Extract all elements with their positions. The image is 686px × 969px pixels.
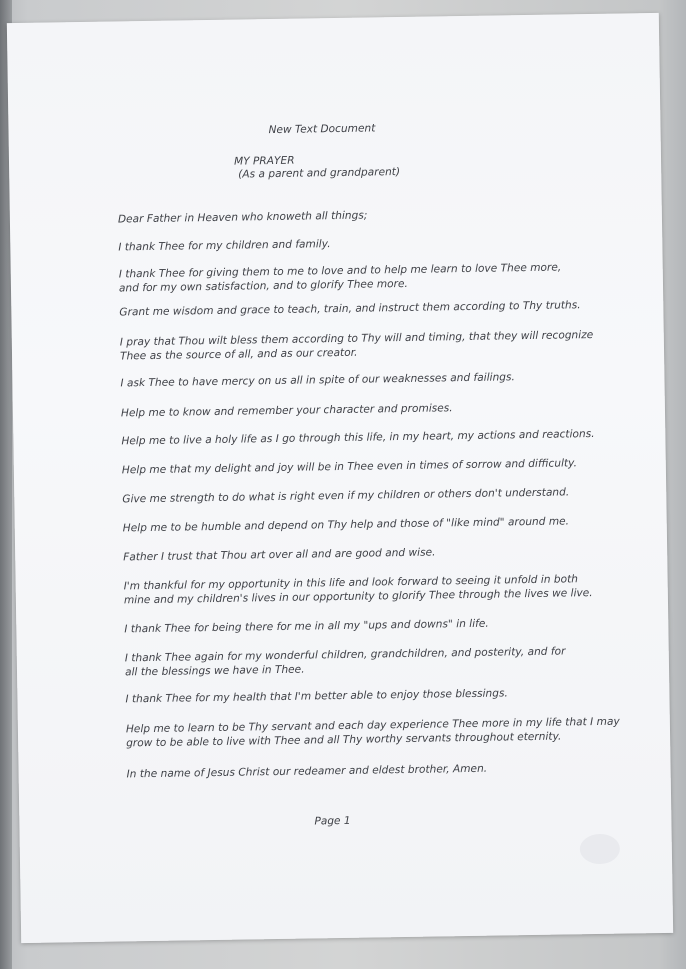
paper-smudge	[580, 834, 620, 865]
prayer-paragraph	[118, 237, 330, 254]
paragraph-line: Help me to learn to be Thy servant and each day experience Thee more in my life that I may	[125, 715, 620, 736]
paragraph-line: I thank Thee for being there for me in all my "ups and downs" in life.	[124, 617, 489, 636]
paragraph-line: Thee as the source of all, and as our creator.	[119, 346, 358, 363]
paragraph-line: I pray that Thou wilt bless them according to Thy will and timing, that they will recognize	[119, 329, 594, 349]
prayer-paragraph	[125, 644, 566, 679]
prayer-paragraph	[122, 456, 577, 477]
paragraph-line: I'm thankful for my opportunity in this life and look forward to seeing it unfold in both	[123, 573, 579, 593]
paragraph-line: Help me that my delight and joy will be in Thee even in times of sorrow and difficulty.	[121, 457, 578, 477]
prayer-paragraph	[120, 328, 594, 363]
paragraph-line: I thank Thee for my health that I'm better able to enjoy those blessings.	[125, 687, 508, 706]
page-number: Page 1	[314, 814, 351, 828]
paragraph-line: I ask Thee to have mercy on us all in spite of our weaknesses and failings.	[120, 371, 515, 390]
prayer-subheading: (As a parent and grandparent)	[238, 166, 401, 181]
paragraph-line: I thank Thee for giving them to me to love and to help me learn to love Thee more,	[118, 261, 562, 281]
prayer-paragraph	[120, 370, 515, 390]
prayer-paragraph	[124, 617, 489, 637]
prayer-paragraph	[122, 485, 569, 506]
document-file-title: New Text Document	[268, 122, 376, 137]
paragraph-line: all the blessings we have in Thee.	[124, 663, 305, 679]
paragraph-line: In the name of Jesus Christ our redeamer and eldest brother, Amen.	[126, 762, 488, 781]
paragraph-line: mine and my children's lives in our opportunity to glorify Thee through the lives we live.	[123, 587, 593, 607]
prayer-heading: MY PRAYER	[233, 154, 295, 168]
paragraph-line: Give me strength to do what is right even if my children or others don't understand.	[122, 486, 570, 506]
prayer-paragraph	[121, 427, 594, 448]
printed-page	[7, 13, 673, 943]
prayer-paragraph	[127, 762, 488, 782]
paragraph-line: Grant me wisdom and grace to teach, train, and instruct them according to Thy truths.	[119, 299, 581, 319]
prayer-paragraph	[123, 546, 435, 565]
prayer-paragraph	[119, 298, 580, 319]
paragraph-line: Help me to be humble and depend on Thy help and those of "like mind" around me.	[122, 515, 570, 535]
prayer-paragraph	[126, 715, 620, 751]
prayer-paragraph	[119, 260, 562, 295]
paragraph-line: grow to be able to live with Thee and all Thy worthy servants throughout eternity.	[126, 730, 562, 750]
paragraph-line: Help me to know and remember your character and promises.	[120, 402, 453, 420]
paragraph-line: Help me to live a holy life as I go through this life, in my heart, my actions and reactions.	[121, 427, 595, 448]
prayer-paragraph	[125, 686, 508, 706]
prayer-paragraph	[121, 401, 453, 420]
paragraph-line: I thank Thee again for my wonderful children, grandchildren, and posterity, and for	[124, 645, 566, 665]
prayer-paragraph	[123, 514, 569, 535]
paragraph-line: and for my own satisfaction, and to glorify Thee more.	[118, 277, 408, 295]
prayer-paragraph	[118, 209, 368, 227]
paragraph-line: Father I trust that Thou art over all and are good and wise.	[123, 546, 436, 564]
paragraph-line: Dear Father in Heaven who knoweth all things;	[117, 209, 368, 226]
paragraph-line: I thank Thee for my children and family.	[118, 238, 331, 254]
prayer-paragraph	[124, 572, 593, 607]
